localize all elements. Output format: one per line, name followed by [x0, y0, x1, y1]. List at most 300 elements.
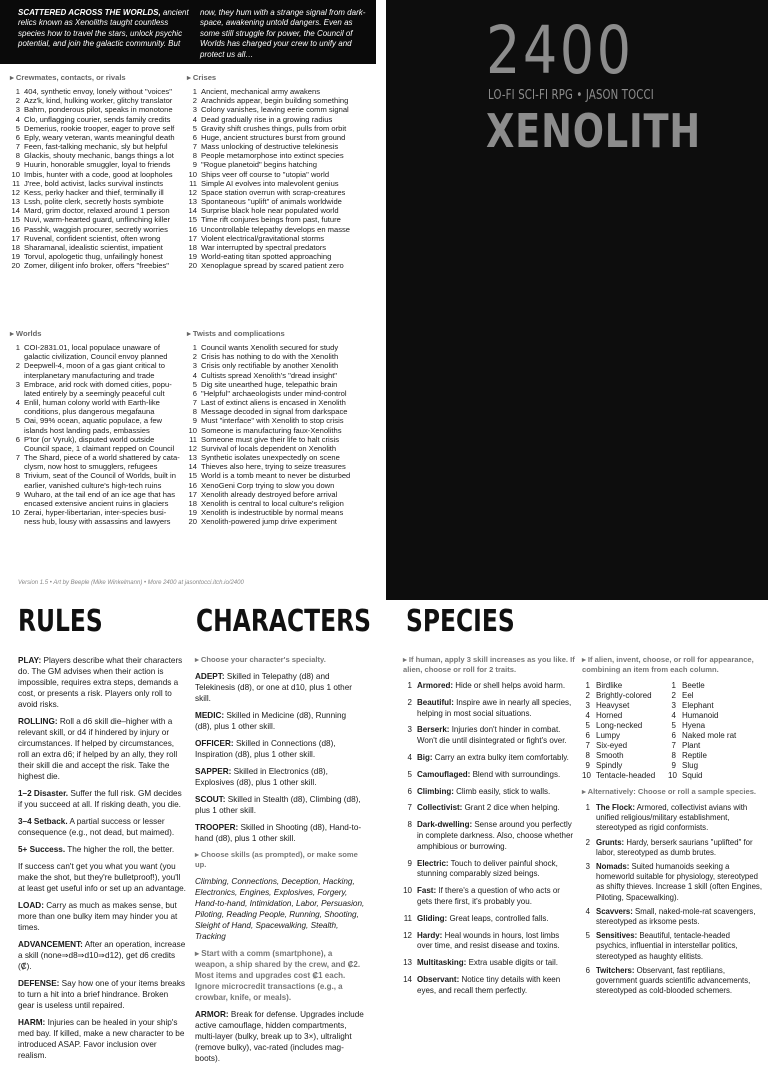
- row-number: 10: [11, 507, 20, 517]
- item-text: [596, 907, 762, 927]
- table-row: [187, 499, 377, 508]
- item-number: 3: [585, 862, 590, 872]
- table-row: [10, 499, 190, 508]
- row-number: 2: [15, 96, 20, 106]
- item-number: 4: [407, 752, 412, 762]
- row-text: Gravity shift crushes things, pulls from orbit: [201, 123, 347, 133]
- item-number: 13: [403, 958, 412, 968]
- table-row: [187, 179, 377, 188]
- item-label: Multitasking:: [417, 958, 467, 968]
- row-number: 10: [11, 169, 20, 179]
- row-text: Colony vanishes, leaving eerie comm signal: [201, 105, 349, 115]
- appearance-number: 4: [585, 711, 590, 720]
- row-text: XenoGeni Corp trying to slow you down: [201, 480, 335, 490]
- item-label: Big:: [417, 752, 433, 762]
- row-number: 9: [192, 160, 197, 170]
- row-text: Dead gradually rise in a growing radius: [201, 114, 333, 124]
- table-row: [187, 215, 377, 224]
- row-number: 7: [15, 453, 20, 463]
- item-desc: Extra usable digits or tail.: [466, 958, 558, 968]
- appearance-number: 4: [671, 711, 676, 720]
- row-text: Xenolith-powered jump drive experiment: [201, 517, 337, 527]
- item-desc: Small, naked-mole-rat scavengers, stereotyped as irksome pests.: [596, 906, 756, 927]
- title-main: XENOLITH: [486, 104, 702, 158]
- item-desc: If there's a question of who acts or gets there first, it's probably you.: [417, 886, 560, 906]
- appearance-number: 5: [585, 721, 590, 730]
- table-row: [187, 508, 377, 517]
- table-row: [10, 380, 190, 389]
- appearance-number: 8: [671, 751, 676, 760]
- row-text: World-eating titan spotted approaching: [201, 251, 332, 261]
- sample-species: [582, 803, 762, 834]
- triangle-icon: ▸: [10, 73, 16, 82]
- worlds-heading-label: Worlds: [15, 329, 42, 338]
- specialty-text: Skilled in Telepathy (d8) and Telekinesis (d8), or one at d10, plus 1 other skill.: [195, 672, 353, 703]
- table-row: [187, 462, 377, 471]
- appearance-value: Birdlike: [596, 681, 623, 690]
- specialty-name: OFFICER:: [195, 739, 234, 748]
- specialty-item: [195, 822, 365, 844]
- species-appearance-column: [582, 655, 762, 1000]
- row-number: 12: [188, 187, 197, 197]
- row-text: Xenolith is indestructible by normal means: [201, 507, 344, 517]
- table-row: [10, 444, 190, 453]
- table-row: [187, 87, 377, 96]
- triangle-icon: ▸: [10, 329, 16, 338]
- table-row: [10, 416, 190, 425]
- row-text: Xenolith already destroyed before arrival: [201, 489, 338, 499]
- sample-species: [582, 862, 762, 903]
- appearance-number: 6: [585, 731, 590, 740]
- row-number: 15: [11, 215, 20, 225]
- row-number: 6: [15, 434, 20, 444]
- table-row: [10, 252, 190, 261]
- item-desc: Blend with surroundings.: [470, 769, 561, 779]
- characters-column: [195, 655, 365, 1070]
- row-text: Synthetic isolates unexpectedly on scene: [201, 453, 340, 463]
- row-number: 14: [11, 206, 20, 216]
- rule-success-text: The higher the roll, the better.: [65, 845, 175, 854]
- worlds-rows: [10, 343, 190, 526]
- row-text: P'tor (or Vyruk), disputed world outside: [24, 434, 155, 444]
- rule-play-text: Players describe what their characters do. The GM advises when their action is impossible, requires extra steps, demands a cost, or presents a risk. Players only roll to avoid risks.: [18, 656, 183, 709]
- row-text: J'ree, bold activist, lacks survival instincts: [24, 178, 164, 188]
- section-title-rules: RULES: [18, 604, 103, 639]
- twists-table: [187, 329, 377, 526]
- row-text: Zerai, hyper-libertarian, inter-species busi-: [24, 507, 167, 517]
- row-text: Trivium, seat of the Council of Worlds, built in: [24, 471, 176, 481]
- row-text: Someone must give their life to halt crisis: [201, 434, 340, 444]
- species-trait: [403, 787, 575, 798]
- appearance-row: [582, 741, 762, 751]
- section-title-species: SPECIES: [406, 604, 515, 639]
- item-number: 7: [407, 803, 412, 813]
- table-row: [187, 490, 377, 499]
- item-text: [417, 681, 575, 692]
- item-desc: Climb easily, stick to walls.: [453, 786, 551, 796]
- specialty-list: [195, 671, 365, 844]
- row-number: 16: [11, 224, 20, 234]
- table-row: [187, 371, 377, 380]
- species-trait: [403, 975, 575, 997]
- item-desc: Touch to deliver painful shock, stunning comparably sized beings.: [417, 858, 558, 879]
- crewmates-heading: [10, 73, 190, 82]
- item-desc: Armored, collectivist avians with unified religious/military establishment, stereotyped as rigid conformists.: [596, 803, 748, 833]
- row-number: 1: [192, 343, 197, 353]
- item-label: Electric:: [417, 858, 449, 868]
- row-text: Dig site unearthed huge, telepathic brain: [201, 379, 338, 389]
- row-number: 5: [15, 416, 20, 426]
- rule-advancement: [18, 939, 186, 972]
- table-row: [187, 115, 377, 124]
- item-number: 1: [407, 681, 412, 690]
- item-number: 5: [407, 769, 412, 779]
- table-row: [10, 407, 190, 416]
- row-text: earlier, vanished culture's high-tech ruins: [24, 480, 162, 490]
- row-number: 2: [192, 352, 197, 362]
- row-text: War interrupted by spectral predators: [201, 242, 327, 252]
- item-label: Beautiful:: [417, 697, 454, 707]
- crises-rows: [187, 87, 377, 270]
- row-text: Torvul, apologetic thug, unfailingly honest: [24, 251, 163, 261]
- crewmates-heading-label: Crewmates, contacts, or rivals: [15, 73, 126, 82]
- rule-harm-text: Injuries can be healed in your ship's med bay. If killed, make a new character to be introduced ASAP. Favor inclusion over realism.: [18, 1018, 185, 1060]
- table-row: [187, 398, 377, 407]
- row-number: 3: [192, 105, 197, 115]
- item-text: [417, 859, 575, 881]
- row-text: ness hub, lousy with assassins and lawyers: [24, 517, 171, 527]
- table-row: [187, 389, 377, 398]
- row-text: Spontaneous "uplift" of animals worldwide: [201, 197, 342, 207]
- table-row: [10, 481, 190, 490]
- row-text: Sharamanal, idealistic scientist, impatient: [24, 242, 163, 252]
- row-number: 2: [192, 96, 197, 106]
- row-number: 20: [188, 261, 197, 271]
- item-desc: Beautiful, tentacle-headed psychics, influential in interstellar politics, stereotyped as haughty elitists.: [596, 931, 738, 961]
- row-number: 5: [192, 379, 197, 389]
- row-number: 8: [15, 151, 20, 161]
- species-trait: [403, 820, 575, 852]
- table-row: [187, 188, 377, 197]
- row-number: 17: [11, 233, 20, 243]
- row-text: Zomer, diligent info broker, offers "freebies": [24, 261, 169, 271]
- row-number: 6: [192, 132, 197, 142]
- table-row: [10, 261, 190, 270]
- row-number: 16: [188, 224, 197, 234]
- species-trait: [403, 698, 575, 720]
- table-row: [10, 96, 190, 105]
- row-text: clysm, now host to smugglers, refugees: [24, 462, 158, 472]
- table-row: [187, 361, 377, 370]
- row-text: Space station overrun with scrap-creatures: [201, 187, 346, 197]
- species-trait: [403, 931, 575, 953]
- specialty-text: Skilled in Electronics (d8), Explosives (d8), plus 1 other skill.: [195, 767, 328, 787]
- crises-heading: [187, 73, 377, 82]
- table-row: [187, 352, 377, 361]
- row-text: Violent electrical/gravitational storms: [201, 233, 325, 243]
- item-text: [417, 975, 575, 997]
- appearance-value: Humanoid: [682, 711, 719, 720]
- item-label: Berserk:: [417, 725, 450, 735]
- appearance-value: Brightly-colored: [596, 691, 652, 700]
- row-number: 5: [192, 123, 197, 133]
- row-number: 16: [188, 480, 197, 490]
- table-row: [187, 234, 377, 243]
- table-row: [10, 225, 190, 234]
- row-text: conditions, plus dangerous megafauna: [24, 407, 155, 417]
- item-text: [596, 931, 762, 962]
- appearance-number: 9: [671, 761, 676, 770]
- item-text: [417, 886, 575, 908]
- species-trait: [403, 886, 575, 908]
- species-trait: [403, 681, 575, 692]
- item-number: 4: [585, 906, 590, 916]
- rule-setback-text: A partial success or lesser consequence (e.g., not dead, but maimed).: [18, 817, 175, 837]
- row-number: 10: [188, 169, 197, 179]
- row-text: Last of extinct aliens is encased in Xenolith: [201, 398, 346, 408]
- row-number: 17: [188, 489, 197, 499]
- appearance-row: [582, 681, 762, 691]
- characters-heading-label: Choose your character's specialty.: [200, 655, 326, 664]
- item-text: [417, 931, 575, 953]
- species-trait: [403, 859, 575, 881]
- table-row: [187, 380, 377, 389]
- row-number: 15: [188, 215, 197, 225]
- species-trait: [403, 753, 575, 764]
- item-desc: Inspire awe in nearly all species, helping in most social situations.: [417, 697, 572, 718]
- specialty-text: Skilled in Connections (d8), Inspiration (d8), plus 1 other skill.: [195, 739, 336, 759]
- rule-defense-label: DEFENSE:: [18, 979, 60, 988]
- rule-success-label: 5+ Success.: [18, 845, 66, 854]
- rule-disaster-text: Suffer the full risk. GM decides if you succeed at all. If risking death, you die.: [18, 789, 182, 809]
- row-text: Message decoded in signal from darkspace: [201, 407, 348, 417]
- rule-rolling: [18, 716, 186, 782]
- row-number: 10: [188, 425, 197, 435]
- rule-disaster: [18, 788, 186, 810]
- appearance-value: Eel: [682, 691, 694, 700]
- table-row: [187, 133, 377, 142]
- specialty-name: SCOUT:: [195, 795, 226, 804]
- species-trait: [403, 770, 575, 781]
- item-desc: Great leaps, controlled falls.: [447, 913, 549, 923]
- row-number: 6: [192, 388, 197, 398]
- row-number: 3: [192, 361, 197, 371]
- species-trait: [403, 914, 575, 925]
- row-number: 18: [11, 242, 20, 252]
- row-text: People metamorphose into extinct species: [201, 151, 344, 161]
- appearance-row: [582, 761, 762, 771]
- table-row: [10, 343, 190, 352]
- row-number: 13: [188, 453, 197, 463]
- specialty-item: [195, 671, 365, 704]
- row-number: 1: [15, 87, 20, 97]
- row-text: Time rift conjures beings from past, future: [201, 215, 341, 225]
- item-label: Gliding:: [417, 913, 448, 923]
- appearance-value: Beetle: [682, 681, 705, 690]
- item-number: 5: [585, 931, 590, 941]
- item-text: [417, 914, 575, 925]
- crises-heading-label: Crises: [192, 73, 217, 82]
- item-text: [417, 820, 575, 852]
- rules-column: [18, 655, 186, 1067]
- appearance-value: Slug: [682, 761, 699, 770]
- item-text: [417, 725, 575, 747]
- row-text: Azz'k, kind, hulking worker, glitchy translator: [24, 96, 173, 106]
- skills-list: Climbing, Connections, Deception, Hacking, Electronics, Engines, Explosives, Forgery, Hand-to-hand, Intimidation, Labor, Persuasion, Piloting, Reading People, Running, Shooting, Sleight of Hand, Spacewalking, Stealth, Tracking: [195, 877, 365, 941]
- rule-setback-label: 3–4 Setback.: [18, 817, 68, 826]
- skills-heading-label: Choose skills (as prompted), or make some up.: [195, 850, 358, 869]
- item-number: 2: [585, 837, 590, 847]
- item-desc: Grant 2 dice when helping.: [462, 803, 560, 813]
- row-text: Feen, fast-talking mechanic, sly but helpful: [24, 142, 168, 152]
- row-text: Passhk, waggish procurer, secretly worries: [24, 224, 168, 234]
- appearance-value: Smooth: [596, 751, 624, 760]
- row-text: The Shard, piece of a world shattered by cata-: [24, 453, 180, 463]
- row-number: 13: [188, 197, 197, 207]
- item-number: 12: [403, 930, 412, 940]
- row-text: Uncontrollable telepathy develops en masse: [201, 224, 351, 234]
- row-text: Eply, weary veteran, wants meaningful death: [24, 132, 175, 142]
- item-label: Grunts:: [596, 837, 625, 847]
- item-text: [417, 770, 575, 781]
- row-number: 8: [15, 471, 20, 481]
- appearance-value: Squid: [682, 771, 703, 780]
- rule-rolling-label: ROLLING:: [18, 717, 58, 726]
- specialty-text: Skilled in Shooting (d8), Hand-to-hand (d8), plus 1 other skill.: [195, 823, 362, 843]
- appearance-value: Lumpy: [596, 731, 621, 740]
- appearance-number: 6: [671, 731, 676, 740]
- row-text: World is a tomb meant to never be disturbed: [201, 471, 351, 481]
- row-number: 19: [11, 251, 20, 261]
- table-row: [187, 453, 377, 462]
- sample-species-heading: ▸ Alternatively: Choose or roll a sample species.: [582, 787, 757, 796]
- row-text: Simple AI evolves into malevolent genius: [201, 178, 339, 188]
- species-trait: [403, 958, 575, 969]
- table-row: [10, 133, 190, 142]
- row-number: 8: [192, 407, 197, 417]
- item-desc: Observant, fast reptilians, government guards scientific advancements, stereotyped as cold-blooded schemers.: [596, 965, 751, 996]
- row-text: Mass unlocking of destructive telekinesis: [201, 142, 339, 152]
- row-text: Council space, 1 claimant repped on Council: [24, 443, 175, 453]
- specialty-text: Skilled in Stealth (d8), Climbing (d8), plus 1 other skill.: [195, 795, 361, 815]
- intro-lead: SCATTERED ACROSS THE WORLDS,: [18, 8, 161, 17]
- row-text: Huurin, honorable smuggler, loyal to friends: [24, 160, 171, 170]
- sample-species-heading-label: Alternatively: Choose or roll a sample species.: [587, 787, 757, 796]
- row-text: Enlil, human colony world with Earth-like: [24, 398, 160, 408]
- table-row: [10, 508, 190, 517]
- appearance-number: 10: [668, 771, 677, 780]
- row-text: Arachnids appear, begin building something: [201, 96, 349, 106]
- row-text: interplanetary manufacturing and trade: [24, 370, 155, 380]
- item-desc: Heal wounds in hours, lost limbs over time, and resist disease and toxins.: [417, 930, 560, 951]
- row-number: 6: [15, 132, 20, 142]
- appearance-row: [582, 771, 762, 781]
- row-number: 20: [188, 517, 197, 527]
- appearance-value: Reptile: [682, 751, 707, 760]
- rule-harm-label: HARM:: [18, 1018, 46, 1027]
- row-number: 8: [192, 151, 197, 161]
- row-number: 1: [15, 343, 20, 353]
- row-number: 4: [192, 114, 197, 124]
- row-number: 9: [15, 489, 20, 499]
- row-number: 12: [188, 443, 197, 453]
- table-row: [187, 170, 377, 179]
- appearance-heading-label: If alien, invent, choose, or roll for appearance, combining an item from each column.: [582, 655, 754, 674]
- rule-rolling-text: Roll a d6 skill die–higher with a relevant skill, or d4 if hindered by injury or circumstances. If helped by circumstances, roll an extra d6; if helped by an ally, they roll their skill die and accept the risk. Take the highest die.: [18, 717, 178, 781]
- rule-load-label: LOAD:: [18, 901, 44, 910]
- row-text: islands host landing pads, embassies: [24, 425, 150, 435]
- item-text: [417, 803, 575, 814]
- table-row: [10, 170, 190, 179]
- item-text: [596, 803, 762, 834]
- appearance-value: Hyena: [682, 721, 706, 730]
- row-number: 19: [188, 507, 197, 517]
- appearance-number: 3: [585, 701, 590, 710]
- item-label: Climbing:: [417, 786, 454, 796]
- table-row: [187, 124, 377, 133]
- rule-disaster-label: 1–2 Disaster.: [18, 789, 69, 798]
- specialty-name: MEDIC:: [195, 711, 225, 720]
- row-text: 404, synthetic envoy, lonely without "voices": [24, 87, 172, 97]
- appearance-value: Heavyset: [596, 701, 630, 710]
- row-text: Someone is manufacturing faux-Xenoliths: [201, 425, 342, 435]
- appearance-number: 1: [671, 681, 676, 690]
- row-text: Surprise black hole near populated world: [201, 206, 339, 216]
- row-text: Ships veer off course to "utopia" world: [201, 169, 330, 179]
- table-row: [187, 160, 377, 169]
- row-text: Crisis only rectifiable by another Xenolith: [201, 361, 339, 371]
- appearance-value: Naked mole rat: [682, 731, 737, 740]
- row-text: Xenolith is central to local culture's religion: [201, 498, 344, 508]
- armor-label: ARMOR:: [195, 1010, 229, 1019]
- species-trait: [403, 803, 575, 814]
- row-number: 11: [12, 178, 20, 188]
- worlds-heading: [10, 329, 190, 338]
- title-subtitle: LO-FI SCI-FI RPG • JASON TOCCI: [488, 88, 654, 103]
- item-desc: Notice tiny details with keen eyes, and recall them perfectly.: [417, 974, 561, 995]
- row-text: Clo, unflagging courier, sends family credits: [24, 114, 171, 124]
- sample-species: [582, 966, 762, 997]
- item-label: Armored:: [417, 681, 454, 690]
- table-row: [10, 105, 190, 114]
- item-number: 10: [403, 886, 412, 896]
- row-number: 7: [192, 142, 197, 152]
- appearance-value: Horned: [596, 711, 623, 720]
- table-row: [187, 225, 377, 234]
- table-row: [187, 151, 377, 160]
- row-text: Council wants Xenolith secured for study: [201, 343, 339, 353]
- triangle-icon: ▸: [187, 73, 193, 82]
- sample-species: [582, 907, 762, 927]
- row-number: 17: [188, 233, 197, 243]
- title-number: 2400: [486, 12, 634, 89]
- table-row: [187, 481, 377, 490]
- appearance-row: [582, 731, 762, 741]
- row-number: 14: [188, 206, 197, 216]
- table-row: [187, 343, 377, 352]
- appearance-number: 1: [585, 681, 590, 690]
- item-number: 6: [585, 965, 590, 975]
- item-label: Camouflaged:: [417, 769, 471, 779]
- table-row: [187, 142, 377, 151]
- appearance-row: [582, 711, 762, 721]
- item-text: [417, 698, 575, 720]
- table-row: [10, 453, 190, 462]
- row-text: Oai, 99% ocean, aquatic populace, a few: [24, 416, 163, 426]
- row-number: 3: [15, 379, 20, 389]
- appearance-value: Tentacle-headed: [596, 771, 656, 780]
- sample-species: [582, 838, 762, 858]
